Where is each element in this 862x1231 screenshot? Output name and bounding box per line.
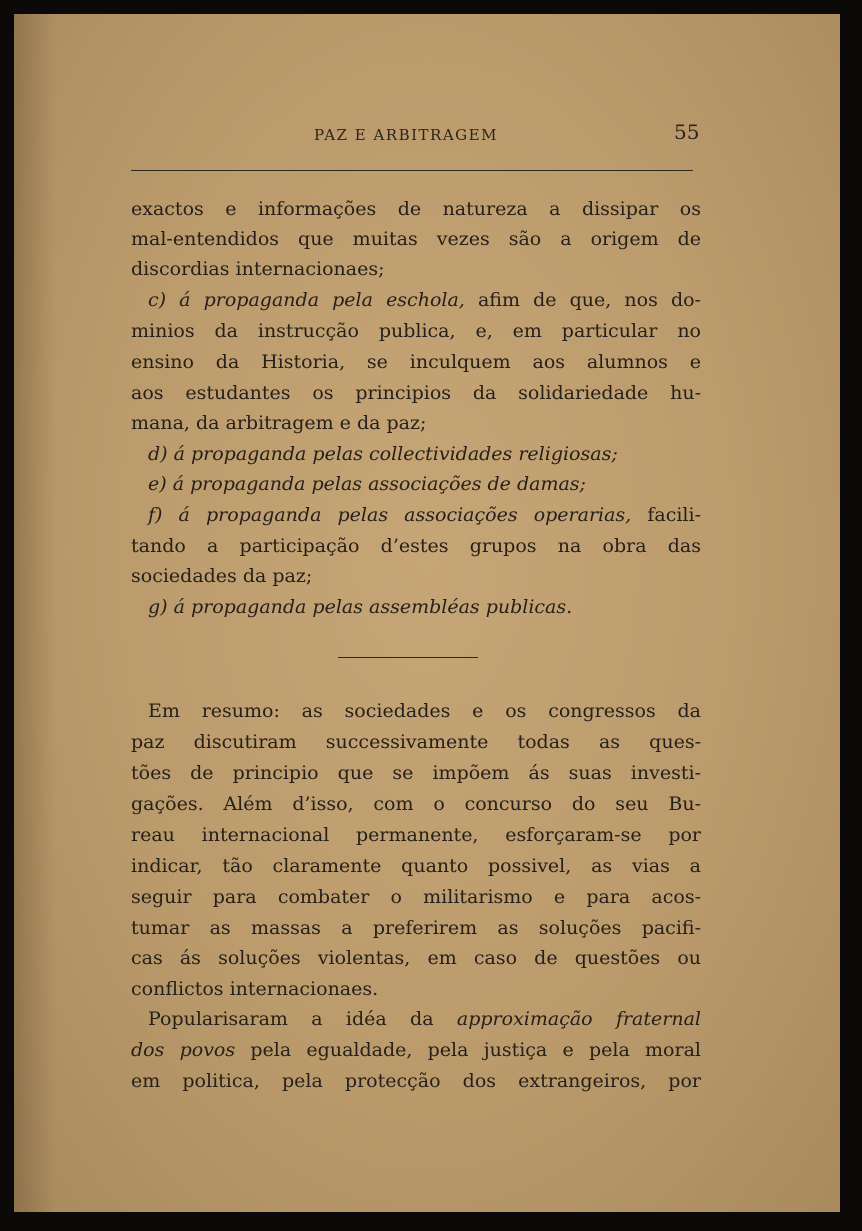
list-item-f xyxy=(148,500,701,530)
italic-text: f) á propaganda pelas associações operarias, xyxy=(148,504,632,526)
text-line xyxy=(131,1035,701,1065)
line-text: minios da instrucção publica, e, em particular no xyxy=(131,320,701,342)
book-page xyxy=(14,14,840,1212)
text-line xyxy=(131,820,701,850)
text-line xyxy=(131,254,384,284)
line-text: Popularisaram a idéa da xyxy=(148,1008,457,1030)
line-text: sociedades da paz; xyxy=(131,565,313,587)
line-text: conflictos internacionaes. xyxy=(131,978,379,1000)
list-item-g xyxy=(148,592,701,622)
italic-text: approximação fraternal xyxy=(456,1008,701,1030)
page-header xyxy=(14,118,840,148)
italic-text: c) á xyxy=(148,289,204,311)
line-text: pela egualdade, pela justiça e pela moral xyxy=(235,1039,701,1061)
line-text: mal-entendidos que muitas vezes são a origem de xyxy=(131,228,701,250)
italic-text: g) á propaganda pelas assembléas publicas. xyxy=(148,596,573,618)
line-text: em politica, pela protecção dos extrangeiros, por xyxy=(131,1070,701,1092)
text-line xyxy=(131,224,701,254)
line-text: mana, da arbitragem e da paz; xyxy=(131,412,427,434)
text-line xyxy=(131,316,701,346)
line-text: tões de principio que se impõem ás suas investi- xyxy=(131,762,701,784)
line-text: gações. Além d’isso, com o concurso do seu Bu- xyxy=(131,793,701,815)
header-rule xyxy=(131,170,693,171)
line-text: tando a participação d’estes grupos na obra das xyxy=(131,535,701,557)
italic-text: e) á propaganda pelas associações de damas; xyxy=(148,473,586,495)
text-line xyxy=(131,758,701,788)
italic-text: dos povos xyxy=(131,1039,236,1061)
line-text: facili- xyxy=(631,504,702,526)
text-line xyxy=(131,974,378,1004)
line-text: tumar as massas a preferirem as soluções pacifi- xyxy=(131,917,701,939)
text-line xyxy=(131,561,312,591)
paragraph-start xyxy=(148,696,701,726)
line-text: reau internacional permanente, esforçaram-se por xyxy=(131,824,701,846)
text-line xyxy=(131,531,701,561)
running-title: PAZ E ARBITRAGEM xyxy=(314,126,498,144)
text-line xyxy=(131,943,701,973)
page-number: 55 xyxy=(674,120,700,144)
line-text: seguir para combater o militarismo e para acos- xyxy=(131,886,701,908)
text-line xyxy=(131,727,701,757)
italic-text: propaganda pela eschola, xyxy=(203,289,465,311)
paragraph-start xyxy=(148,1004,701,1034)
line-text: ensino da Historia, se inculquem aos alumnos e xyxy=(131,351,701,373)
text-line xyxy=(131,913,701,943)
line-text: aos estudantes os principios da solidariedade hu- xyxy=(131,382,701,404)
text-line xyxy=(131,347,701,377)
text-line xyxy=(131,789,701,819)
list-item-e xyxy=(148,469,701,499)
section-separator xyxy=(338,657,478,658)
text-line xyxy=(131,408,426,438)
line-text: indicar, tão claramente quanto possivel, as vias a xyxy=(131,855,701,877)
line-text: afim de que, nos do- xyxy=(464,289,701,311)
line-text: Em resumo: as sociedades e os congressos da xyxy=(148,700,701,722)
line-text: discordias internacionaes; xyxy=(131,258,385,280)
text-line xyxy=(131,378,701,408)
line-text: paz discutiram successivamente todas as ques- xyxy=(131,731,701,753)
line-text: exactos e informações de natureza a dissipar os xyxy=(131,198,701,220)
text-line xyxy=(131,851,701,881)
list-item-d xyxy=(148,439,701,469)
text-line xyxy=(131,194,701,224)
list-item-c xyxy=(148,285,701,315)
italic-text: d) á propaganda pelas collectividades religiosas; xyxy=(148,443,618,465)
line-text: cas ás soluções violentas, em caso de questões ou xyxy=(131,947,701,969)
text-line xyxy=(131,882,701,912)
text-line xyxy=(131,1066,701,1096)
